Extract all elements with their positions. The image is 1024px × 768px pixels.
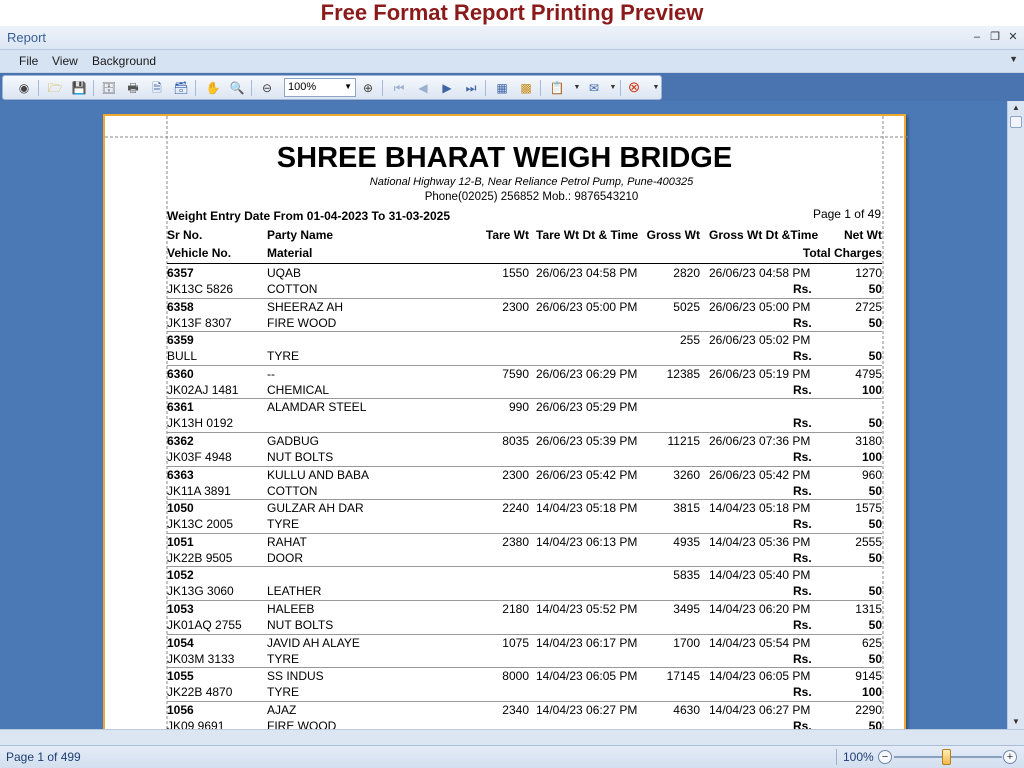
menu-bar	[0, 50, 1024, 73]
cell-material: LEATHER	[267, 584, 322, 599]
cell-party-name: ALAMDAR STEEL	[267, 400, 367, 415]
cell-vehicle-no: JK13C 5826	[167, 282, 234, 296]
toolbar-separator	[38, 80, 39, 96]
cell-gross-dt: 14/04/23 06:27 PM	[709, 702, 811, 717]
minimize-icon[interactable]: –	[973, 31, 981, 43]
cell-net-wt: 9145	[855, 669, 882, 684]
cell-gross-wt: 12385	[666, 366, 700, 381]
row-divider	[167, 365, 882, 366]
cell-total-charges: 50	[868, 550, 882, 565]
chevron-down-icon: ▼	[344, 82, 352, 91]
cell-net-wt: 2555	[855, 534, 882, 549]
cell-gross-dt: 14/04/23 05:18 PM	[709, 501, 811, 516]
header-vehicle-no: Vehicle No.	[167, 246, 232, 260]
cell-rs-label: Rs.	[793, 416, 812, 431]
row-divider	[167, 499, 882, 500]
zoom-slider-thumb[interactable]	[942, 749, 951, 765]
header-net-wt: Net Wt	[844, 228, 882, 242]
cell-net-wt: 1315	[855, 602, 882, 616]
cell-material: DOOR	[267, 550, 303, 565]
cell-gross-wt: 3495	[673, 602, 700, 616]
row-divider	[167, 701, 882, 702]
zoom-select-value: 100%	[288, 81, 317, 93]
cell-rs-label: Rs.	[793, 382, 812, 397]
cell-tare-dt: 14/04/23 05:18 PM	[536, 501, 638, 516]
cell-party-name: AJAZ	[267, 702, 297, 717]
cell-gross-dt: 26/06/23 04:58 PM	[709, 266, 811, 280]
cell-tare-wt: 2180	[502, 602, 529, 616]
cell-total-charges: 50	[868, 483, 882, 498]
cell-rs-label: Rs.	[793, 517, 812, 532]
horizontal-scrollbar[interactable]	[0, 729, 1024, 745]
first-page-icon[interactable]: ⏮	[393, 81, 405, 95]
cell-material: COTTON	[267, 282, 318, 296]
cell-rs-label: Rs.	[793, 618, 812, 632]
date-range: Weight Entry Date From 01-04-2023 To 31-03-2025	[167, 209, 450, 223]
cell-material: NUT BOLTS	[267, 618, 334, 632]
cell-vehicle-no: JK03F 4948	[167, 450, 232, 464]
cell-tare-dt: 26/06/23 05:42 PM	[536, 467, 638, 482]
cell-rs-label: Rs.	[793, 315, 812, 330]
cell-net-wt: 960	[861, 467, 882, 482]
scroll-thumb[interactable]	[1010, 116, 1022, 128]
menu-background[interactable]: Background	[92, 54, 157, 68]
cell-party-name: --	[267, 366, 275, 381]
cell-gross-wt: 17145	[666, 669, 700, 684]
next-page-icon[interactable]: ▶	[442, 81, 452, 95]
print-icon[interactable]: 🖶	[127, 81, 139, 95]
email-dropdown-icon[interactable]: ▼	[609, 84, 617, 91]
report-page	[103, 114, 906, 729]
cell-total-charges: 50	[868, 315, 882, 330]
row-divider	[167, 667, 882, 668]
preview-canvas[interactable]	[0, 101, 1007, 729]
cell-tare-dt: 14/04/23 06:05 PM	[536, 669, 638, 684]
cell-sr-no: 6357	[167, 266, 194, 280]
cell-material: TYRE	[267, 651, 300, 666]
cell-rs-label: Rs.	[793, 718, 812, 729]
cell-sr-no: 1050	[167, 501, 194, 516]
export-dropdown-icon[interactable]: ▼	[573, 84, 581, 91]
cell-vehicle-no: JK02AJ 1481	[167, 382, 239, 397]
status-page: Page 1 of 499	[6, 750, 81, 764]
cell-net-wt: 625	[861, 635, 882, 650]
cell-sr-no: 6359	[167, 333, 194, 348]
cell-rs-label: Rs.	[793, 651, 812, 666]
cell-sr-no: 1051	[167, 534, 194, 549]
zoom-in-button[interactable]: +	[1003, 750, 1017, 764]
cell-net-wt: 3180	[855, 434, 882, 448]
zoom-out-icon[interactable]: ⊖	[261, 81, 273, 95]
cell-gross-wt: 255	[679, 333, 700, 348]
cell-gross-wt: 2820	[673, 266, 700, 280]
cell-tare-dt: 26/06/23 05:00 PM	[536, 299, 638, 314]
toolbar-separator	[93, 80, 94, 96]
cell-total-charges: 50	[868, 584, 882, 599]
page-setup-icon[interactable]: 🗄	[101, 81, 117, 95]
toolbar-separator	[485, 80, 486, 96]
cell-party-name: SS INDUS	[267, 669, 324, 684]
header-tare-dt: Tare Wt Dt & Time	[536, 228, 639, 242]
cell-party-name: GULZAR AH DAR	[267, 501, 364, 516]
color-icon[interactable]: ▩	[520, 81, 532, 95]
cell-material: COTTON	[267, 483, 318, 498]
cell-sr-no: 6360	[167, 366, 194, 381]
toolbar-separator	[251, 80, 252, 96]
cell-total-charges: 100	[861, 382, 882, 397]
cell-sr-no: 6358	[167, 299, 194, 314]
menu-file[interactable]: File	[19, 54, 39, 68]
cell-rs-label: Rs.	[793, 584, 812, 599]
cell-tare-wt: 990	[508, 400, 529, 415]
cell-tare-dt: 14/04/23 06:13 PM	[536, 534, 638, 549]
cell-net-wt: 4795	[855, 366, 882, 381]
status-divider	[836, 749, 837, 765]
cell-gross-dt: 26/06/23 05:02 PM	[709, 333, 811, 348]
hand-tool-icon[interactable]: ✋	[205, 81, 221, 95]
cell-gross-dt: 14/04/23 06:20 PM	[709, 602, 811, 616]
cell-vehicle-no: JK13H 0192	[167, 416, 234, 431]
menu-view[interactable]: View	[52, 54, 78, 68]
cell-gross-dt: 14/04/23 05:54 PM	[709, 635, 811, 650]
cell-material: CHEMICAL	[267, 382, 330, 397]
row-divider	[167, 398, 882, 399]
header-rule	[167, 263, 882, 264]
cell-tare-dt: 14/04/23 06:27 PM	[536, 702, 638, 717]
cell-tare-dt: 14/04/23 06:17 PM	[536, 635, 638, 650]
toolbar-separator	[620, 80, 621, 96]
cell-total-charges: 50	[868, 651, 882, 666]
cell-sr-no: 1052	[167, 568, 194, 583]
cell-gross-dt: 14/04/23 05:36 PM	[709, 534, 811, 549]
previous-page-icon[interactable]: ◀	[418, 81, 428, 95]
magnifier-icon[interactable]: 🔍	[229, 81, 245, 95]
close-preview-icon[interactable]: ⊗	[627, 79, 641, 96]
company-name: SHREE BHARAT WEIGH BRIDGE	[276, 142, 733, 174]
cell-material: TYRE	[267, 517, 300, 532]
cell-gross-wt: 5835	[673, 568, 700, 583]
cell-tare-wt: 8000	[502, 669, 529, 684]
cell-vehicle-no: JK03M 3133	[167, 651, 235, 666]
cell-vehicle-no: JK13F 8307	[167, 315, 232, 330]
cell-gross-wt: 3260	[673, 467, 700, 482]
cell-party-name: JAVID AH ALAYE	[267, 635, 360, 650]
cell-party-name: GADBUG	[267, 434, 320, 448]
cell-gross-dt: 14/04/23 06:05 PM	[709, 669, 811, 684]
zoom-select[interactable]	[284, 78, 356, 97]
cell-total-charges: 50	[868, 718, 882, 729]
cell-rs-label: Rs.	[793, 282, 812, 296]
cell-sr-no: 6362	[167, 434, 194, 448]
cell-sr-no: 6361	[167, 400, 194, 415]
cell-tare-wt: 2300	[502, 467, 529, 482]
header-total-charges: Total Charges	[802, 246, 882, 260]
cell-total-charges: 50	[868, 282, 882, 296]
cell-total-charges: 50	[868, 517, 882, 532]
export-icon[interactable]: 🗃	[173, 81, 189, 95]
cell-tare-dt: 26/06/23 05:29 PM	[536, 400, 638, 415]
cell-vehicle-no: JK22B 4870	[167, 685, 233, 700]
cell-party-name: UQAB	[267, 266, 302, 280]
window-title: Report	[7, 30, 47, 45]
cell-tare-wt: 7590	[502, 366, 529, 381]
cell-gross-dt: 26/06/23 05:00 PM	[709, 299, 811, 314]
row-divider	[167, 566, 882, 567]
cell-tare-wt: 8035	[502, 434, 529, 448]
toolbar-separator	[540, 80, 541, 96]
header-party-name: Party Name	[267, 228, 334, 242]
cell-vehicle-no: BULL	[167, 349, 198, 364]
cell-rs-label: Rs.	[793, 483, 812, 498]
cell-tare-dt: 26/06/23 06:29 PM	[536, 366, 638, 381]
cell-tare-dt: 26/06/23 05:39 PM	[536, 434, 638, 448]
row-divider	[167, 466, 882, 467]
toolbar-area	[0, 73, 1024, 101]
row-divider	[167, 331, 882, 332]
cell-tare-wt: 1550	[502, 266, 529, 280]
cell-gross-dt: 14/04/23 05:40 PM	[709, 568, 811, 583]
cell-gross-wt: 4630	[673, 702, 700, 717]
cell-sr-no: 6363	[167, 467, 194, 482]
toolbar	[2, 75, 662, 100]
cell-sr-no: 1054	[167, 635, 194, 650]
header-material: Material	[267, 246, 313, 260]
cell-net-wt: 2725	[855, 299, 882, 314]
zoom-out-button[interactable]: −	[878, 750, 892, 764]
cell-gross-wt: 4935	[673, 534, 700, 549]
header-gross-wt: Gross Wt	[646, 228, 700, 242]
cell-rs-label: Rs.	[793, 550, 812, 565]
cell-party-name: HALEEB	[267, 602, 315, 616]
save-icon[interactable]: 💾	[71, 81, 87, 95]
cell-net-wt: 2290	[855, 702, 882, 717]
cell-material: FIRE WOOD	[267, 315, 337, 330]
cell-tare-wt: 2300	[502, 299, 529, 314]
window-titlebar	[0, 26, 1024, 50]
header-gross-dt: Gross Wt Dt &Time	[709, 228, 819, 242]
cell-vehicle-no: JK01AQ 2755	[167, 618, 242, 632]
toolbar-separator	[195, 80, 196, 96]
toolbar-separator	[382, 80, 383, 96]
cell-total-charges: 50	[868, 349, 882, 364]
company-phone: Phone(02025) 256852 Mob.: 9876543210	[424, 191, 639, 203]
cell-party-name: RAHAT	[267, 534, 307, 549]
cell-gross-dt: 26/06/23 07:36 PM	[709, 434, 811, 448]
cell-gross-wt: 11215	[667, 434, 700, 448]
cell-material: TYRE	[267, 685, 300, 700]
cell-net-wt: 1270	[855, 266, 882, 280]
status-zoom: 100%	[843, 750, 874, 764]
row-divider	[167, 298, 882, 299]
last-page-icon[interactable]: ⏭	[465, 81, 477, 95]
toolbar-options-icon[interactable]: ▼	[652, 84, 660, 91]
zoom-in-icon[interactable]: ⊕	[362, 81, 374, 95]
preview-banner: Free Format Report Printing Preview	[0, 0, 1024, 26]
status-bar	[0, 745, 1024, 768]
header-tare-wt: Tare Wt	[485, 228, 529, 242]
cell-tare-wt: 2380	[502, 534, 529, 549]
open-folder-icon[interactable]: 🗁	[47, 81, 63, 95]
find-icon[interactable]: ◉	[18, 81, 30, 95]
cell-vehicle-no: JK11A 3891	[167, 483, 231, 498]
cell-total-charges: 50	[868, 416, 882, 431]
cell-party-name: KULLU AND BABA	[267, 467, 370, 482]
cell-total-charges: 50	[868, 618, 882, 632]
cell-rs-label: Rs.	[793, 450, 812, 464]
email-icon[interactable]: ✉	[588, 81, 600, 95]
cell-net-wt: 1575	[855, 501, 882, 516]
cell-tare-wt: 2240	[502, 501, 529, 516]
quick-print-icon[interactable]: 🗎	[152, 81, 162, 95]
cell-total-charges: 100	[861, 685, 882, 700]
cell-tare-wt: 1075	[502, 635, 529, 650]
cell-tare-dt: 26/06/23 04:58 PM	[536, 266, 638, 280]
header-sr-no: Sr No.	[167, 228, 203, 242]
cell-tare-dt: 14/04/23 05:52 PM	[536, 602, 638, 616]
cell-sr-no: 1056	[167, 702, 194, 717]
cell-total-charges: 100	[861, 450, 882, 464]
menu-overflow-icon[interactable]: ▼	[1009, 54, 1018, 64]
cell-vehicle-no: JK13G 3060	[167, 584, 234, 599]
scroll-down-icon[interactable]: ▼	[1012, 717, 1020, 726]
restore-icon[interactable]: ❐	[990, 31, 1000, 43]
row-divider	[167, 634, 882, 635]
cell-gross-wt: 3815	[673, 501, 700, 516]
cell-gross-wt: 5025	[673, 299, 700, 314]
cell-tare-wt: 2340	[502, 702, 529, 717]
vertical-scrollbar[interactable]	[1007, 101, 1024, 729]
cell-rs-label: Rs.	[793, 685, 812, 700]
cell-party-name: SHEERAZ AH	[267, 299, 344, 314]
row-divider	[167, 533, 882, 534]
scroll-up-icon[interactable]: ▲	[1012, 103, 1020, 112]
cell-vehicle-no: JK13C 2005	[167, 517, 234, 532]
cell-material: FIRE WOOD	[267, 718, 337, 729]
cell-vehicle-no: JK22B 9505	[167, 550, 233, 565]
page-number: Page 1 of 49	[812, 207, 881, 221]
cell-gross-wt: 1700	[673, 635, 700, 650]
cell-gross-dt: 26/06/23 05:42 PM	[709, 467, 811, 482]
cell-material: NUT BOLTS	[267, 450, 334, 464]
multiple-pages-icon[interactable]: ▦	[496, 81, 508, 95]
cell-gross-dt: 26/06/23 05:19 PM	[709, 366, 811, 381]
cell-sr-no: 1055	[167, 669, 194, 684]
row-divider	[167, 600, 882, 601]
cell-rs-label: Rs.	[793, 349, 812, 364]
close-icon[interactable]: ✕	[1008, 31, 1018, 43]
company-address: National Highway 12-B, Near Reliance Petrol Pump, Pune-400325	[369, 176, 694, 188]
row-divider	[167, 432, 882, 433]
cell-sr-no: 1053	[167, 602, 194, 616]
cell-vehicle-no: JK09 9691	[167, 718, 225, 729]
cell-material: TYRE	[267, 349, 300, 364]
export-document-icon[interactable]: 📋	[549, 81, 565, 95]
